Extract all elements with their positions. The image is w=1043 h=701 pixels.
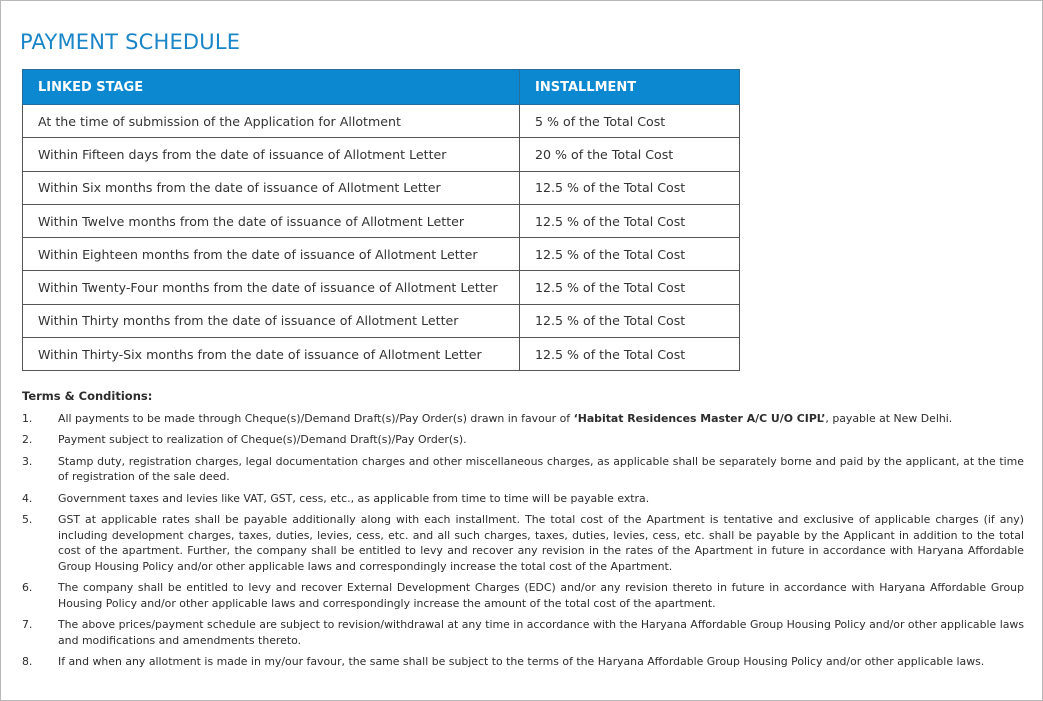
term-text: Payment subject to realization of Cheque(s)/Demand Draft(s)/Pay Order(s).: [58, 433, 467, 446]
table-row: [23, 138, 740, 171]
table-row: [23, 271, 740, 304]
installment-cell: 20 % of the Total Cost: [520, 138, 740, 171]
installment-cell: 5 % of the Total Cost: [520, 105, 740, 138]
table-row: [23, 204, 740, 237]
term-item: [22, 454, 1024, 485]
term-item: [22, 491, 1024, 507]
page-title: PAYMENT SCHEDULE: [20, 30, 241, 55]
term-number: 2.: [22, 433, 33, 446]
payee-name: ‘Habitat Residences Master A/C U/O CIPL’: [573, 411, 826, 425]
stage-cell: Within Eighteen months from the date of issuance of Allotment Letter: [23, 238, 520, 271]
term-number: 6.: [22, 581, 33, 594]
table-row: [23, 171, 740, 204]
stage-cell: Within Fifteen days from the date of issuance of Allotment Letter: [23, 138, 520, 171]
term-item: [22, 654, 1024, 670]
term-number: 3.: [22, 454, 33, 468]
term-text-part: All payments to be made through Cheque(s)/Demand Draft(s)/Pay Order(s) drawn in favour of: [58, 411, 574, 425]
table-row: [23, 338, 740, 371]
term-text: [58, 411, 1024, 427]
installment-cell: 12.5 % of the Total Cost: [520, 171, 740, 204]
installment-cell: 12.5 % of the Total Cost: [520, 238, 740, 271]
stage-cell: Within Thirty months from the date of issuance of Allotment Letter: [23, 304, 520, 337]
installment-cell: 12.5 % of the Total Cost: [520, 271, 740, 304]
term-text: GST at applicable rates shall be payable additionally along with each installment. The total cost of the Apartment is tentative and exclusive of applicable charges (if any) including development charges, taxes, duties, levies, cess, etc. and all such charges, taxes, duties, levies, cess, etc. shall be payable by the Applicant in addition to the total cost of the apartment. Further, the company shall be entitled to levy and recover any revision in the rates of the Apartment in future in accordance with Haryana Affordable Group Housing Policy and/or other applicable laws and correspondingly increase the total cost of the Apartment.: [58, 513, 1024, 573]
term-text: Government taxes and levies like VAT, GST, cess, etc., as applicable from time to time will be payable extra.: [58, 491, 650, 505]
header-installment: INSTALLMENT: [520, 70, 740, 105]
term-text-part: , payable at New Delhi.: [825, 411, 953, 425]
term-text: If and when any allotment is made in my/our favour, the same shall be subject to the terms of the Haryana Affordable Group Housing Policy and/or other applicable laws.: [58, 655, 985, 668]
term-item: [22, 411, 1024, 427]
stage-cell: Within Six months from the date of issuance of Allotment Letter: [23, 171, 520, 204]
stage-cell: At the time of submission of the Application for Allotment: [23, 105, 520, 138]
table-row: [23, 238, 740, 271]
stage-cell: Within Thirty-Six months from the date of issuance of Allotment Letter: [23, 338, 520, 371]
term-text: Stamp duty, registration charges, legal documentation charges and other miscellaneous charges, as applicable shall be separately borne and paid by the applicant, at the time of registration of the sale deed.: [58, 454, 1024, 483]
table-row: [23, 105, 740, 138]
installment-cell: 12.5 % of the Total Cost: [520, 204, 740, 237]
terms-section: [22, 389, 1024, 676]
table-row: [23, 304, 740, 337]
installment-cell: 12.5 % of the Total Cost: [520, 338, 740, 371]
header-linked-stage: LINKED STAGE: [23, 70, 520, 105]
term-number: 5.: [22, 513, 33, 526]
term-item: [22, 617, 1024, 648]
term-item: [22, 432, 1024, 448]
stage-cell: Within Twelve months from the date of issuance of Allotment Letter: [23, 204, 520, 237]
term-text: The company shall be entitled to levy and recover External Development Charges (EDC) and/or any revision thereto in future in accordance with Haryana Affordable Group Housing Policy and/or other applicable laws and correspondingly increase the amount of the total cost of the apartment.: [58, 581, 1024, 610]
stage-cell: Within Twenty-Four months from the date of issuance of Allotment Letter: [23, 271, 520, 304]
term-number: 8.: [22, 655, 33, 668]
term-number: 1.: [22, 411, 33, 425]
term-item: [22, 512, 1024, 574]
term-number: 4.: [22, 491, 33, 505]
payment-schedule-table: [22, 69, 740, 371]
terms-heading: Terms & Conditions:: [22, 389, 153, 403]
table-header-row: [23, 70, 740, 105]
term-item: [22, 580, 1024, 611]
term-text: The above prices/payment schedule are subject to revision/withdrawal at any time in accordance with the Haryana Affordable Group Housing Policy and/or other applicable laws and modifications and amendments thereto.: [58, 618, 1024, 647]
term-number: 7.: [22, 618, 33, 631]
installment-cell: 12.5 % of the Total Cost: [520, 304, 740, 337]
